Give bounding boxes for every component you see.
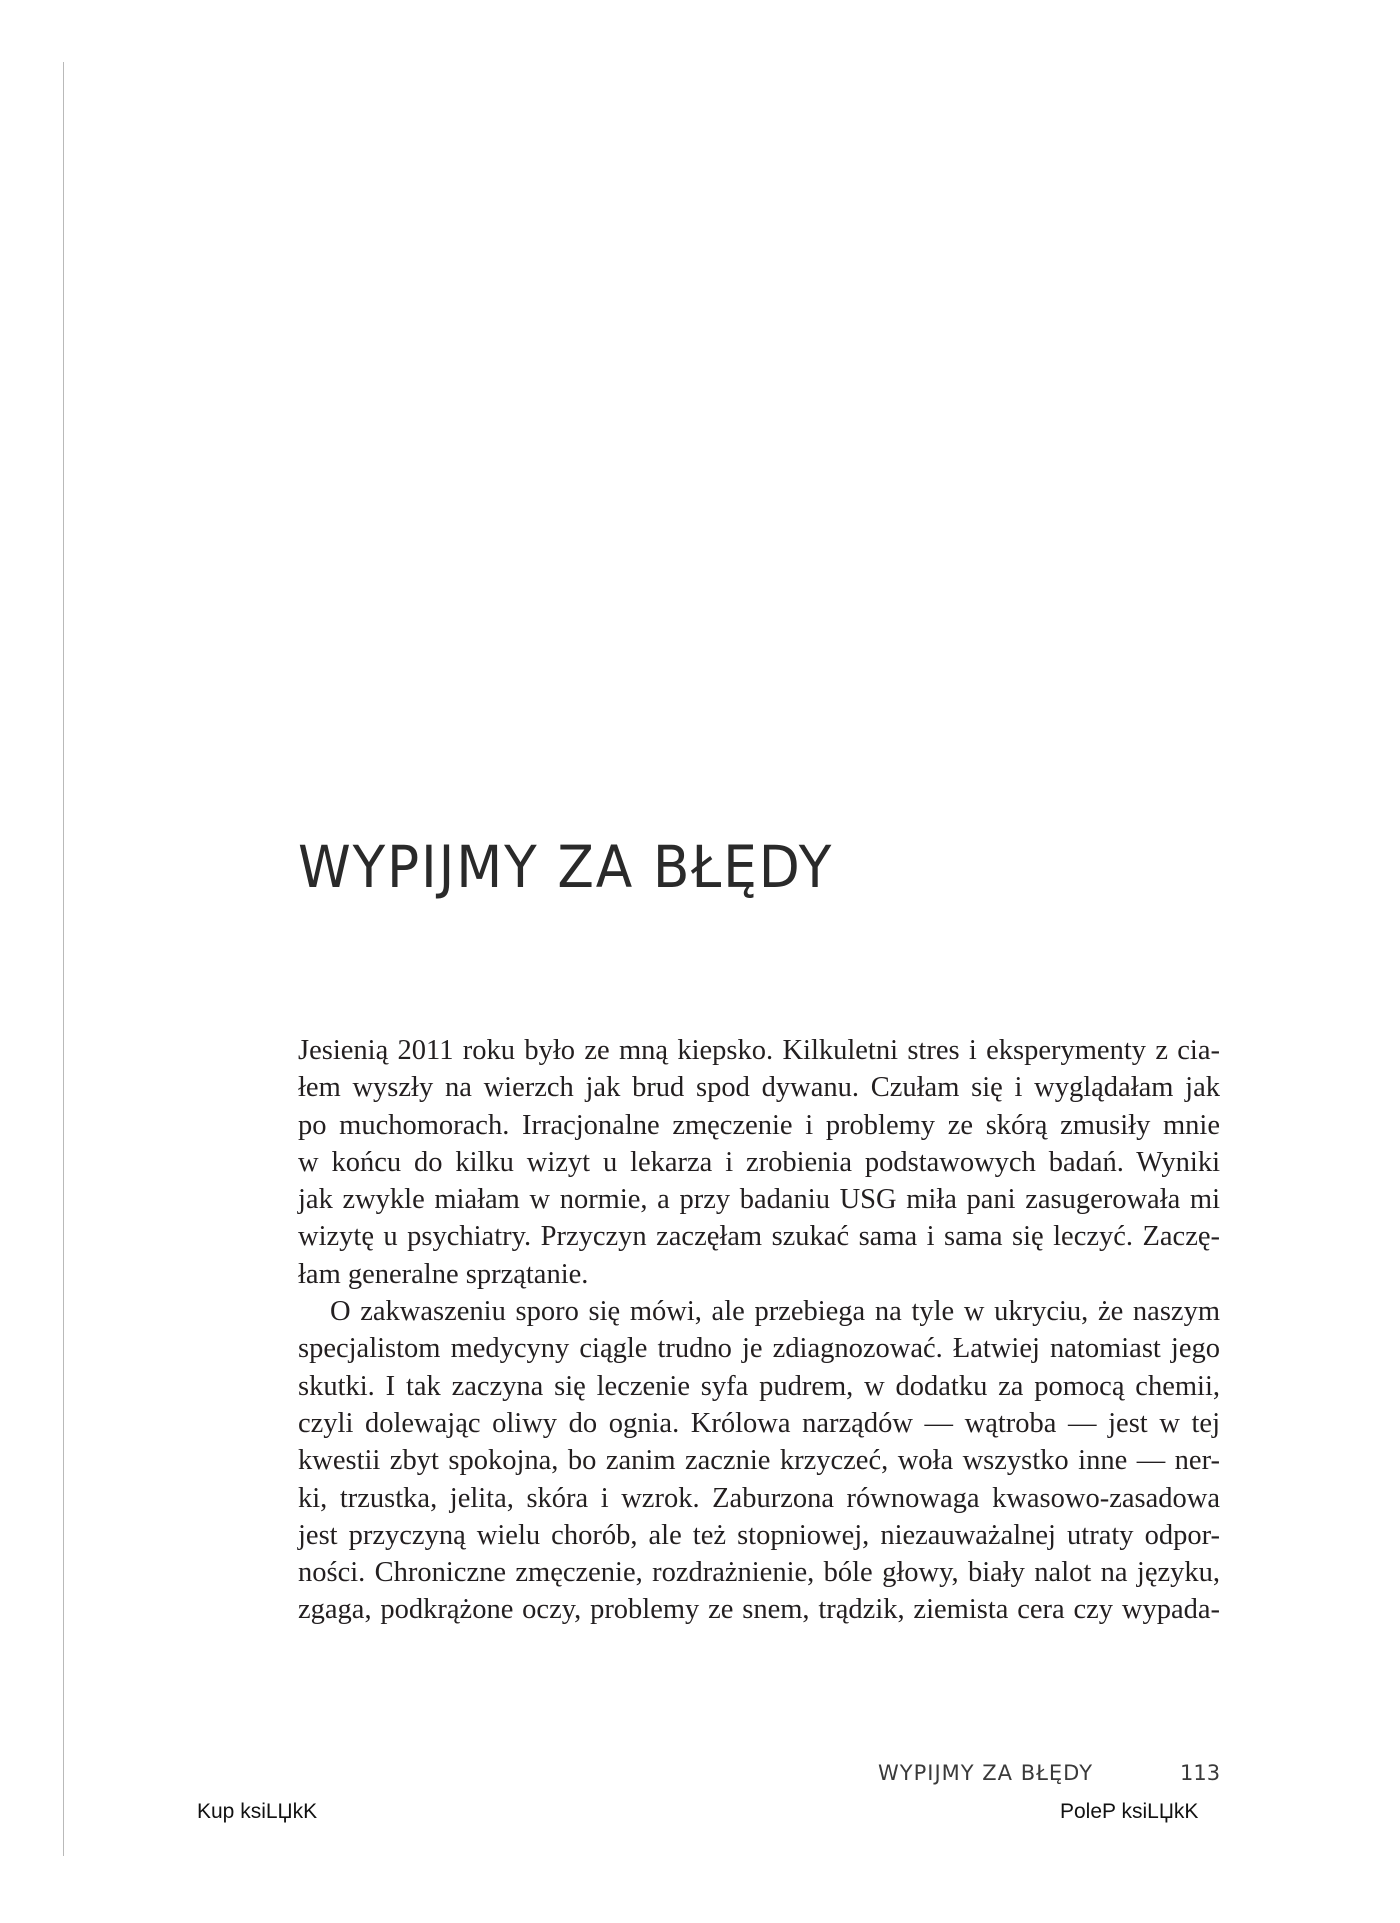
text-line: skutki. I tak zaczyna się leczenie syfa pudrem, w dodatku za pomocą chemii, [298,1370,1220,1402]
text-line: specjalistom medycyny ciągle trudno je zdiagnozować. Łatwiej natomiast jego [298,1333,1220,1365]
text-line: w końcu do kilku wizyt u lekarza i zrobienia podstawowych badań. Wyniki [298,1146,1220,1178]
text-line: łem wyszły na wierzch jak brud spod dywanu. Czułam się i wyglądałam jak [298,1072,1220,1104]
text-line: ności. Chroniczne zmęczenie, rozdrażnienie, bóle głowy, biały nalot na języku, [298,1557,1220,1589]
text-line: O zakwaszeniu sporo się mówi, ale przebiega na tyle w ukryciu, że naszym [330,1296,1220,1328]
text-line: wizytę u psychiatry. Przyczyn zaczęłam szukać sama i sama się leczyć. Zaczę- [298,1221,1220,1253]
text-line: Jesienią 2011 roku było ze mną kiepsko. Kilkuletni stres i eksperymenty z cia- [298,1035,1220,1066]
paragraph [298,1032,1220,1293]
text-line: zgaga, podkrążone oczy, problemy ze snem, trądzik, ziemista cera czy wypada- [298,1594,1220,1626]
text-line: łam generalne sprzątanie. [298,1258,589,1290]
chapter-title: WYPIJMY ZA BŁĘDY [298,833,834,901]
body-text [298,1032,1220,1629]
text-line: po muchomorach. Irracjonalne zmęczenie i problemy ze skórą zmusiły mnie [298,1109,1220,1141]
recommend-book-link[interactable]: PoleP ksiLЏkK [1060,1800,1199,1823]
text-line: czyli dolewając oliwy do ognia. Królowa narządów — wątroba — jest w tej [298,1407,1220,1439]
page-number: 113 [1180,1761,1221,1785]
margin-rule [63,62,64,1856]
text-line: jak zwykle miałam w normie, a przy badaniu USG miła pani zasugerowała mi [298,1184,1220,1216]
buy-book-link[interactable]: Kup ksiLЏkK [197,1800,318,1823]
running-header-title: WYPIJMY ZA BŁĘDY [878,1761,1094,1785]
text-line: jest przyczyną wielu chorób, ale też stopniowej, niezauważalnej utraty odpor- [298,1519,1220,1551]
paragraph [298,1293,1220,1629]
text-line: kwestii zbyt spokojna, bo zanim zacznie krzyczeć, woła wszystko inne — ner- [298,1445,1220,1477]
text-line: ki, trzustka, jelita, skóra i wzrok. Zaburzona równowaga kwasowo-zasadowa [298,1482,1220,1514]
